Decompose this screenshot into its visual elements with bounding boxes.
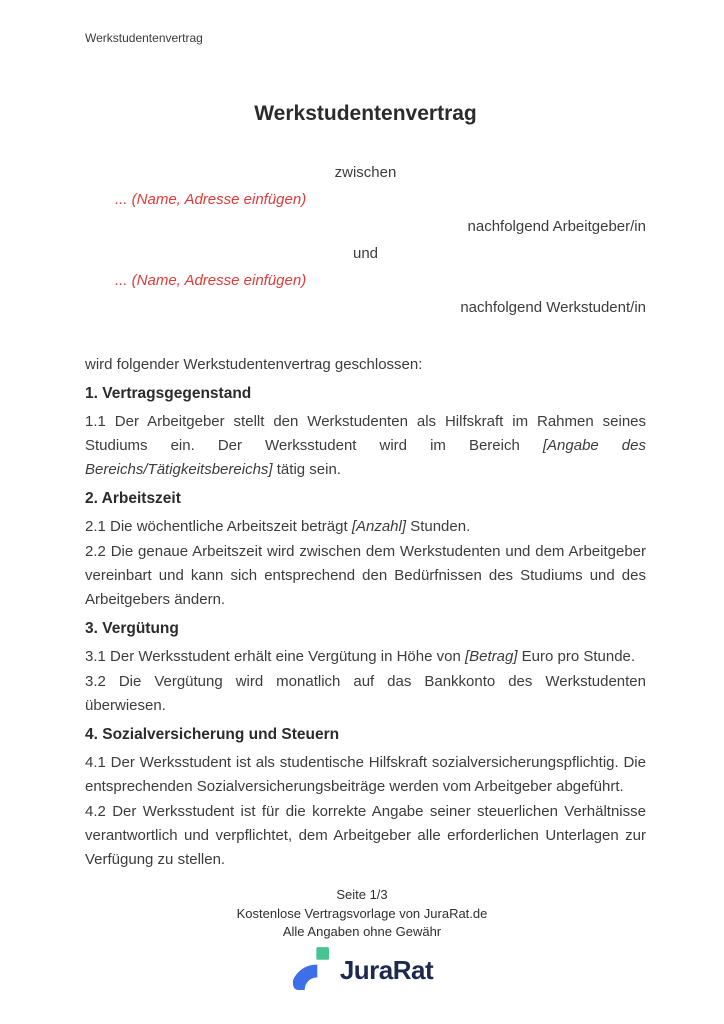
und-label: und [352,245,379,262]
party1-name-placeholder: ... (Name, Adresse einfügen) [115,191,307,208]
inline-placeholder: [Angabe des Bereichs/Tätigkeitsbereichs] [85,437,646,478]
paragraph-text: 3.1 Der Werksstudent erhält eine Vergütung in Höhe von [85,648,465,665]
disclaimer-line: Alle Angaben ohne Gewähr [282,924,442,939]
logo-green-square [316,947,329,960]
contract-paragraph [85,410,646,482]
source-line: Kostenlose Vertragsvorlage von JuraRat.de [236,905,488,921]
jurarat-logo [0,947,724,994]
inline-placeholder: [Anzahl] [351,518,407,535]
section-vertragsgegenstand [85,382,646,482]
paragraph-text: 2.1 Die wöchentliche Arbeitszeit beträgt [85,518,352,535]
section-heading: 4. Sozialversicherung und Steuern [85,726,340,743]
jurarat-logo-icon [291,947,330,994]
brand-name: JuraRat [339,955,434,985]
page-indicator: Seite 1/3 [336,887,388,902]
party2-name-placeholder: ... (Name, Adresse einfügen) [115,272,307,289]
section-arbeitszeit [85,487,646,612]
paragraph-text: 4.1 Der Werksstudent ist als studentische Hilfskraft sozialversicherungspflichtig. Die entsprechenden Sozialversicherungsbeiträge werden vom Arbeitgeber abgeführt. [85,754,646,795]
logo-blue-swoosh [293,964,317,989]
paragraph-text: Euro pro Stunde. [517,648,636,665]
section-heading: 1. Vertragsgegenstand [85,385,252,402]
paragraph-text: tätig sein. [272,461,341,478]
section-sozialversicherung [85,723,646,872]
paragraph-text: 1.1 Der Arbeitgeber stellt den Werkstudenten als Hilfskraft im Rahmen seines Studiums ein. Der Werksstudent wird im Bereich [85,413,646,454]
preamble [85,165,646,316]
contract-paragraph [85,540,646,612]
page-footer [0,886,724,994]
zwischen-label: zwischen [334,164,397,181]
contract-intro-line: wird folgender Werkstudentenvertrag geschlossen: [85,356,423,373]
inline-placeholder: [Betrag] [464,648,518,665]
paragraph-text: 3.2 Die Vergütung wird monatlich auf das Bankkonto des Werkstudenten überwiesen. [85,673,646,714]
section-verguetung [85,617,646,718]
running-header: Werkstudentenvertrag [85,31,203,45]
contract-paragraph [85,800,646,872]
document-title: Werkstudentenvertrag [254,102,477,125]
party1-role-label: nachfolgend Arbeitgeber/in [467,218,646,235]
paragraph-text: 4.2 Der Werksstudent ist für die korrekte Angabe seiner steuerlichen Verhältnisse verantwortlich und verpflichtet, dem Arbeitgeber alle erforderlichen Unterlagen zur Verfügung zu stellen. [85,803,646,868]
section-heading: 3. Vergütung [85,620,179,637]
contract-paragraph [85,751,646,799]
section-heading: 2. Arbeitszeit [85,490,181,507]
party2-role-label: nachfolgend Werkstudent/in [460,299,646,316]
paragraph-text: 2.2 Die genaue Arbeitszeit wird zwischen dem Werkstudenten und dem Arbeitgeber vereinbart und kann sich entsprechend den Bedürfnissen des Studiums und des Arbeitgebers ändern. [85,543,646,608]
contract-paragraph [85,515,646,539]
contract-paragraph [85,670,646,718]
contract-paragraph [85,645,646,669]
paragraph-text: Stunden. [406,518,471,535]
